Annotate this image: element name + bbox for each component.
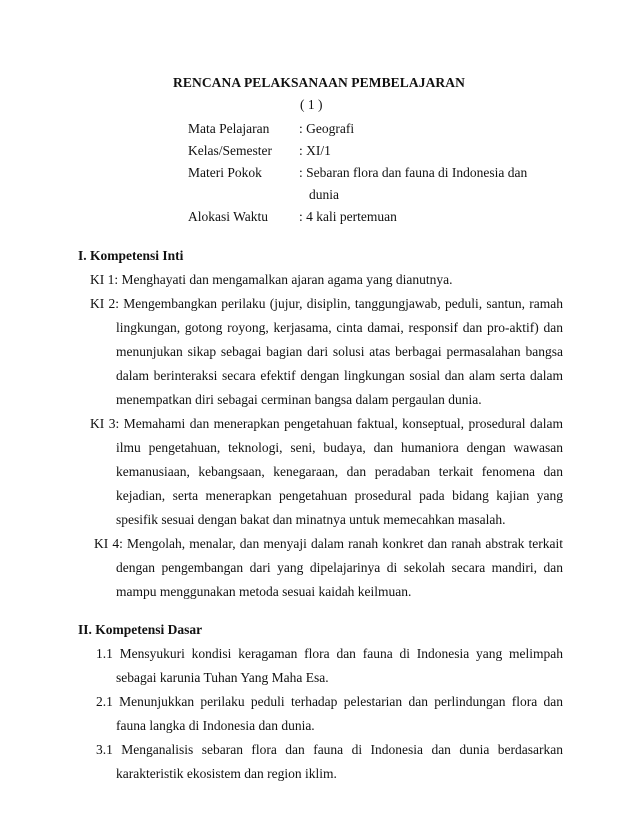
kd-line: sebagai karunia Tuhan Yang Maha Esa. (116, 670, 329, 685)
meta-label: Mata Pelajaran (188, 121, 270, 136)
meta-label: Materi Pokok (188, 165, 262, 180)
kd-line: 1.1 Mensyukuri kondisi keragaman flora dan fauna di Indonesia yang melimpah (96, 646, 563, 661)
ki-line: KI 2: Mengembangkan perilaku (jujur, disiplin, tanggungjawab, peduli, santun, ramah (90, 296, 563, 311)
document-number: ( 1 ) (300, 97, 323, 112)
ki-line: dengan pengembangan dari yang dipelajarinya di sekolah secara mandiri, dan (116, 560, 563, 575)
meta-value: : Sebaran flora dan fauna di Indonesia dan (299, 165, 528, 180)
ki-line: menempatkan diri sebagai cerminan bangsa dalam pergaulan dunia. (116, 392, 482, 407)
meta-value: : 4 kali pertemuan (299, 209, 397, 224)
kd-line: 3.1 Menganalisis sebaran flora dan fauna di Indonesia dan dunia berdasarkan (96, 742, 563, 757)
ki-line: spesifik sesuai dengan bakat dan minatnya untuk memecahkan masalah. (116, 512, 506, 527)
ki-line: dalam berinteraksi secara efektif dengan lingkungan sosial dan alam serta dalam (116, 368, 563, 383)
ki-line: KI 4: Mengolah, menalar, dan menyaji dalam ranah konkret dan ranah abstrak terkait (94, 536, 563, 551)
section-heading-kompetensi-inti: I. Kompetensi Inti (78, 248, 184, 263)
kd-line: 2.1 Menunjukkan perilaku peduli terhadap pelestarian dan perlindungan flora dan (96, 694, 563, 709)
kd-line: fauna langka di Indonesia dan dunia. (116, 718, 315, 733)
ki-line: KI 1: Menghayati dan mengamalkan ajaran agama yang dianutnya. (90, 272, 453, 287)
meta-label: Alokasi Waktu (188, 209, 269, 224)
ki-line: ilmu pengetahuan, teknologi, seni, budaya, dan humaniora dengan wawasan (116, 440, 563, 455)
ki-line: menunjukan sikap sebagai bagian dari solusi atas berbagai permasalahan bangsa (116, 344, 563, 359)
ki-line: kejadian, serta menerapkan pengetahuan prosedural pada bidang kajian yang (116, 488, 563, 503)
ki-line: lingkungan, gotong royong, kerjasama, cinta damai, responsif dan pro-aktif) dan (116, 320, 563, 335)
ki-line: kemanusiaan, kebangsaan, kenegaraan, dan peradaban terkait fenomena dan (116, 464, 563, 479)
section-heading-kompetensi-dasar: II. Kompetensi Dasar (78, 622, 203, 637)
meta-value: dunia (309, 187, 339, 202)
ki-line: KI 3: Memahami dan menerapkan pengetahuan faktual, konseptual, prosedural dalam (90, 416, 563, 431)
ki-line: mampu menggunakan metoda sesuai kaidah keilmuan. (116, 584, 412, 599)
meta-value: : XI/1 (299, 143, 331, 158)
meta-label: Kelas/Semester (188, 143, 272, 158)
document-title: RENCANA PELAKSANAAN PEMBELAJARAN (173, 75, 465, 90)
kd-line: karakteristik ekosistem dan region iklim. (116, 766, 337, 781)
meta-value: : Geografi (299, 121, 355, 136)
